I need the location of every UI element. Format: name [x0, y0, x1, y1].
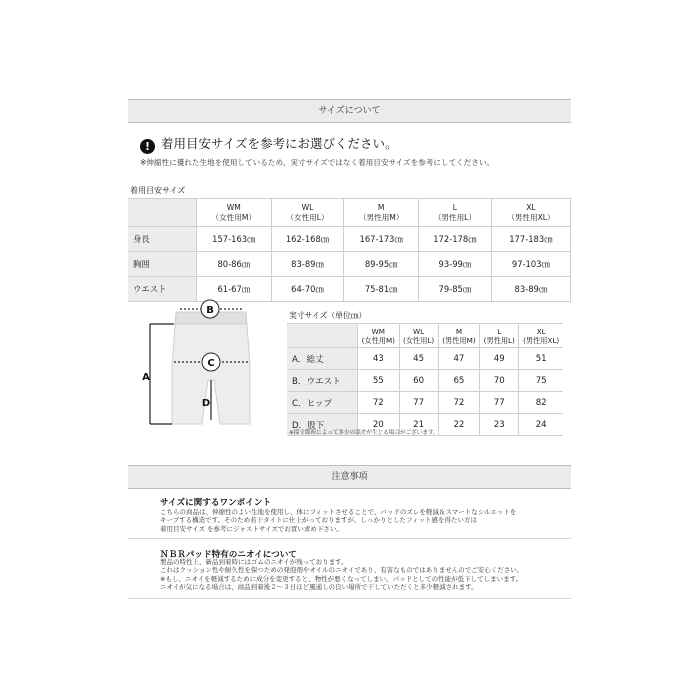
diagram-label-b: B — [206, 305, 214, 316]
table-cell: 45 — [399, 348, 438, 370]
notes-section-title: 注意事項 — [331, 472, 368, 482]
notes-section-header — [128, 465, 571, 489]
notice-subtext: ※伸縮性に優れた生地を使用しているため、実寸サイズではなく着用目安サイズを参考にしてください。 — [140, 158, 495, 167]
section-divider — [128, 538, 571, 539]
table-cell: 82 — [519, 392, 563, 414]
row-label: 身長 — [128, 227, 197, 252]
row-label: A．総丈 — [287, 348, 358, 370]
table-row — [287, 370, 563, 392]
actual-table-title: 実寸サイズ（単位㎝） — [289, 311, 367, 320]
table-cell: 64-70㎝ — [271, 277, 344, 302]
table-cell: 20 — [358, 414, 400, 436]
table-row — [287, 348, 563, 370]
table-row — [128, 252, 571, 277]
table-row — [128, 227, 571, 252]
exclamation-icon: ! — [140, 139, 155, 154]
wear-size-table — [128, 198, 571, 302]
table-cell: 83-89㎝ — [271, 252, 344, 277]
table-cell: 24 — [519, 414, 563, 436]
table-cell: 80-86㎝ — [197, 252, 272, 277]
diagram-label-d: D — [201, 398, 211, 409]
text-line: 製品の特性上、新品到着時にはゴムのニオイが残っております。 — [160, 558, 348, 566]
notice-headline: 着用目安サイズを参考にお選びください。 — [161, 136, 398, 151]
table-row — [287, 392, 563, 414]
text-line: これはクッション性や耐久性を保つための発泡剤やオイルのニオイであり、有害なものではありませんのでご安心ください。 — [160, 566, 524, 575]
table-cell: 77 — [399, 392, 438, 414]
table-cell: 83-89㎝ — [491, 277, 570, 302]
actual-table-corner — [287, 324, 358, 348]
text-line: ニオイが気になる場合は、商品到着後２〜３日ほど風通しの良い場所で干していただくと多少軽減されます。 — [160, 583, 478, 592]
table-cell: 65 — [438, 370, 480, 392]
table-cell: 47 — [438, 348, 480, 370]
row-label: ウエスト — [128, 277, 197, 302]
table-cell: 51 — [519, 348, 563, 370]
actual-col-header: WL (女性用L) — [399, 324, 438, 348]
table-cell: 60 — [399, 370, 438, 392]
row-label: C．ヒップ — [287, 392, 358, 414]
table-cell: 177-183㎝ — [491, 227, 570, 252]
table-cell: 72 — [358, 392, 400, 414]
actual-size-table — [287, 323, 563, 436]
size-section-title: サイズについて — [318, 106, 381, 116]
wear-table-title: 着用目安サイズ — [130, 186, 186, 195]
wear-col-header: M （男性用M） — [344, 199, 419, 227]
actual-col-header: M (男性用M) — [438, 324, 480, 348]
actual-col-header: XL (男性用XL) — [519, 324, 563, 348]
table-cell: 70 — [480, 370, 519, 392]
text-line: 着用目安サイズ を参考にジャストサイズでお買い求め下さい。 — [160, 524, 343, 533]
table-cell: 21 — [399, 414, 438, 436]
wear-col-header: WM （女性用M） — [197, 199, 272, 227]
wear-col-header: WL （女性用L） — [271, 199, 344, 227]
diagram-label-c: C — [207, 358, 215, 369]
table-cell: 172-178㎝ — [419, 227, 492, 252]
table-cell: 55 — [358, 370, 400, 392]
table-cell: 157-163㎝ — [197, 227, 272, 252]
table-cell: 75-81㎝ — [344, 277, 419, 302]
table-cell: 79-85㎝ — [419, 277, 492, 302]
odor-note-title: ＮＢＲパッド特有のニオイについて — [160, 550, 297, 560]
diagram-label-a: A — [142, 372, 150, 383]
text-line: ※もし、ニオイを軽減するために成分を変更すると、物性が悪くなってしまい、パッドとしての性能が低下してしまいます。 — [160, 574, 523, 583]
actual-col-header: WM (女性用M) — [358, 324, 400, 348]
size-section-header — [128, 99, 571, 123]
text-line: こちらの商品は、伸縮性のよい生地を使用し、体にフィットさせることで、パッドのズレを軽減＆スマートなシルエットを — [160, 508, 517, 516]
table-cell: 75 — [519, 370, 563, 392]
size-notice — [140, 134, 398, 154]
actual-col-header: L (男性用L) — [480, 324, 519, 348]
actual-table-note: ※採寸箇所によって多少の誤差が生じる場合がございます。 — [289, 430, 439, 436]
table-cell: 93-99㎝ — [419, 252, 492, 277]
table-cell: 43 — [358, 348, 400, 370]
table-cell: 77 — [480, 392, 519, 414]
shorts-measurement-diagram — [128, 296, 278, 432]
odor-note-body — [160, 558, 560, 592]
table-cell: 89-95㎝ — [344, 252, 419, 277]
table-cell: 167-173㎝ — [344, 227, 419, 252]
size-tip-title: サイズに関するワンポイント — [160, 498, 272, 508]
table-cell: 23 — [480, 414, 519, 436]
row-label: B．ウエスト — [287, 370, 358, 392]
table-cell: 72 — [438, 392, 480, 414]
table-cell: 61-67㎝ — [197, 277, 272, 302]
table-cell: 22 — [438, 414, 480, 436]
section-divider — [128, 598, 571, 599]
text-line: キープする構造です。そのため若干タイトに仕上がっておりますが、しっかりとしたフィット感を得たい方は — [160, 516, 478, 525]
wear-table-corner — [128, 199, 197, 227]
size-tip-body — [160, 508, 560, 533]
wear-col-header: L （男性用L） — [419, 199, 492, 227]
row-label: 胸囲 — [128, 252, 197, 277]
table-cell: 97-103㎝ — [491, 252, 570, 277]
wear-col-header: XL （男性用XL） — [491, 199, 570, 227]
row-label: D．股下 — [287, 414, 358, 436]
table-cell: 49 — [480, 348, 519, 370]
table-cell: 162-168㎝ — [271, 227, 344, 252]
